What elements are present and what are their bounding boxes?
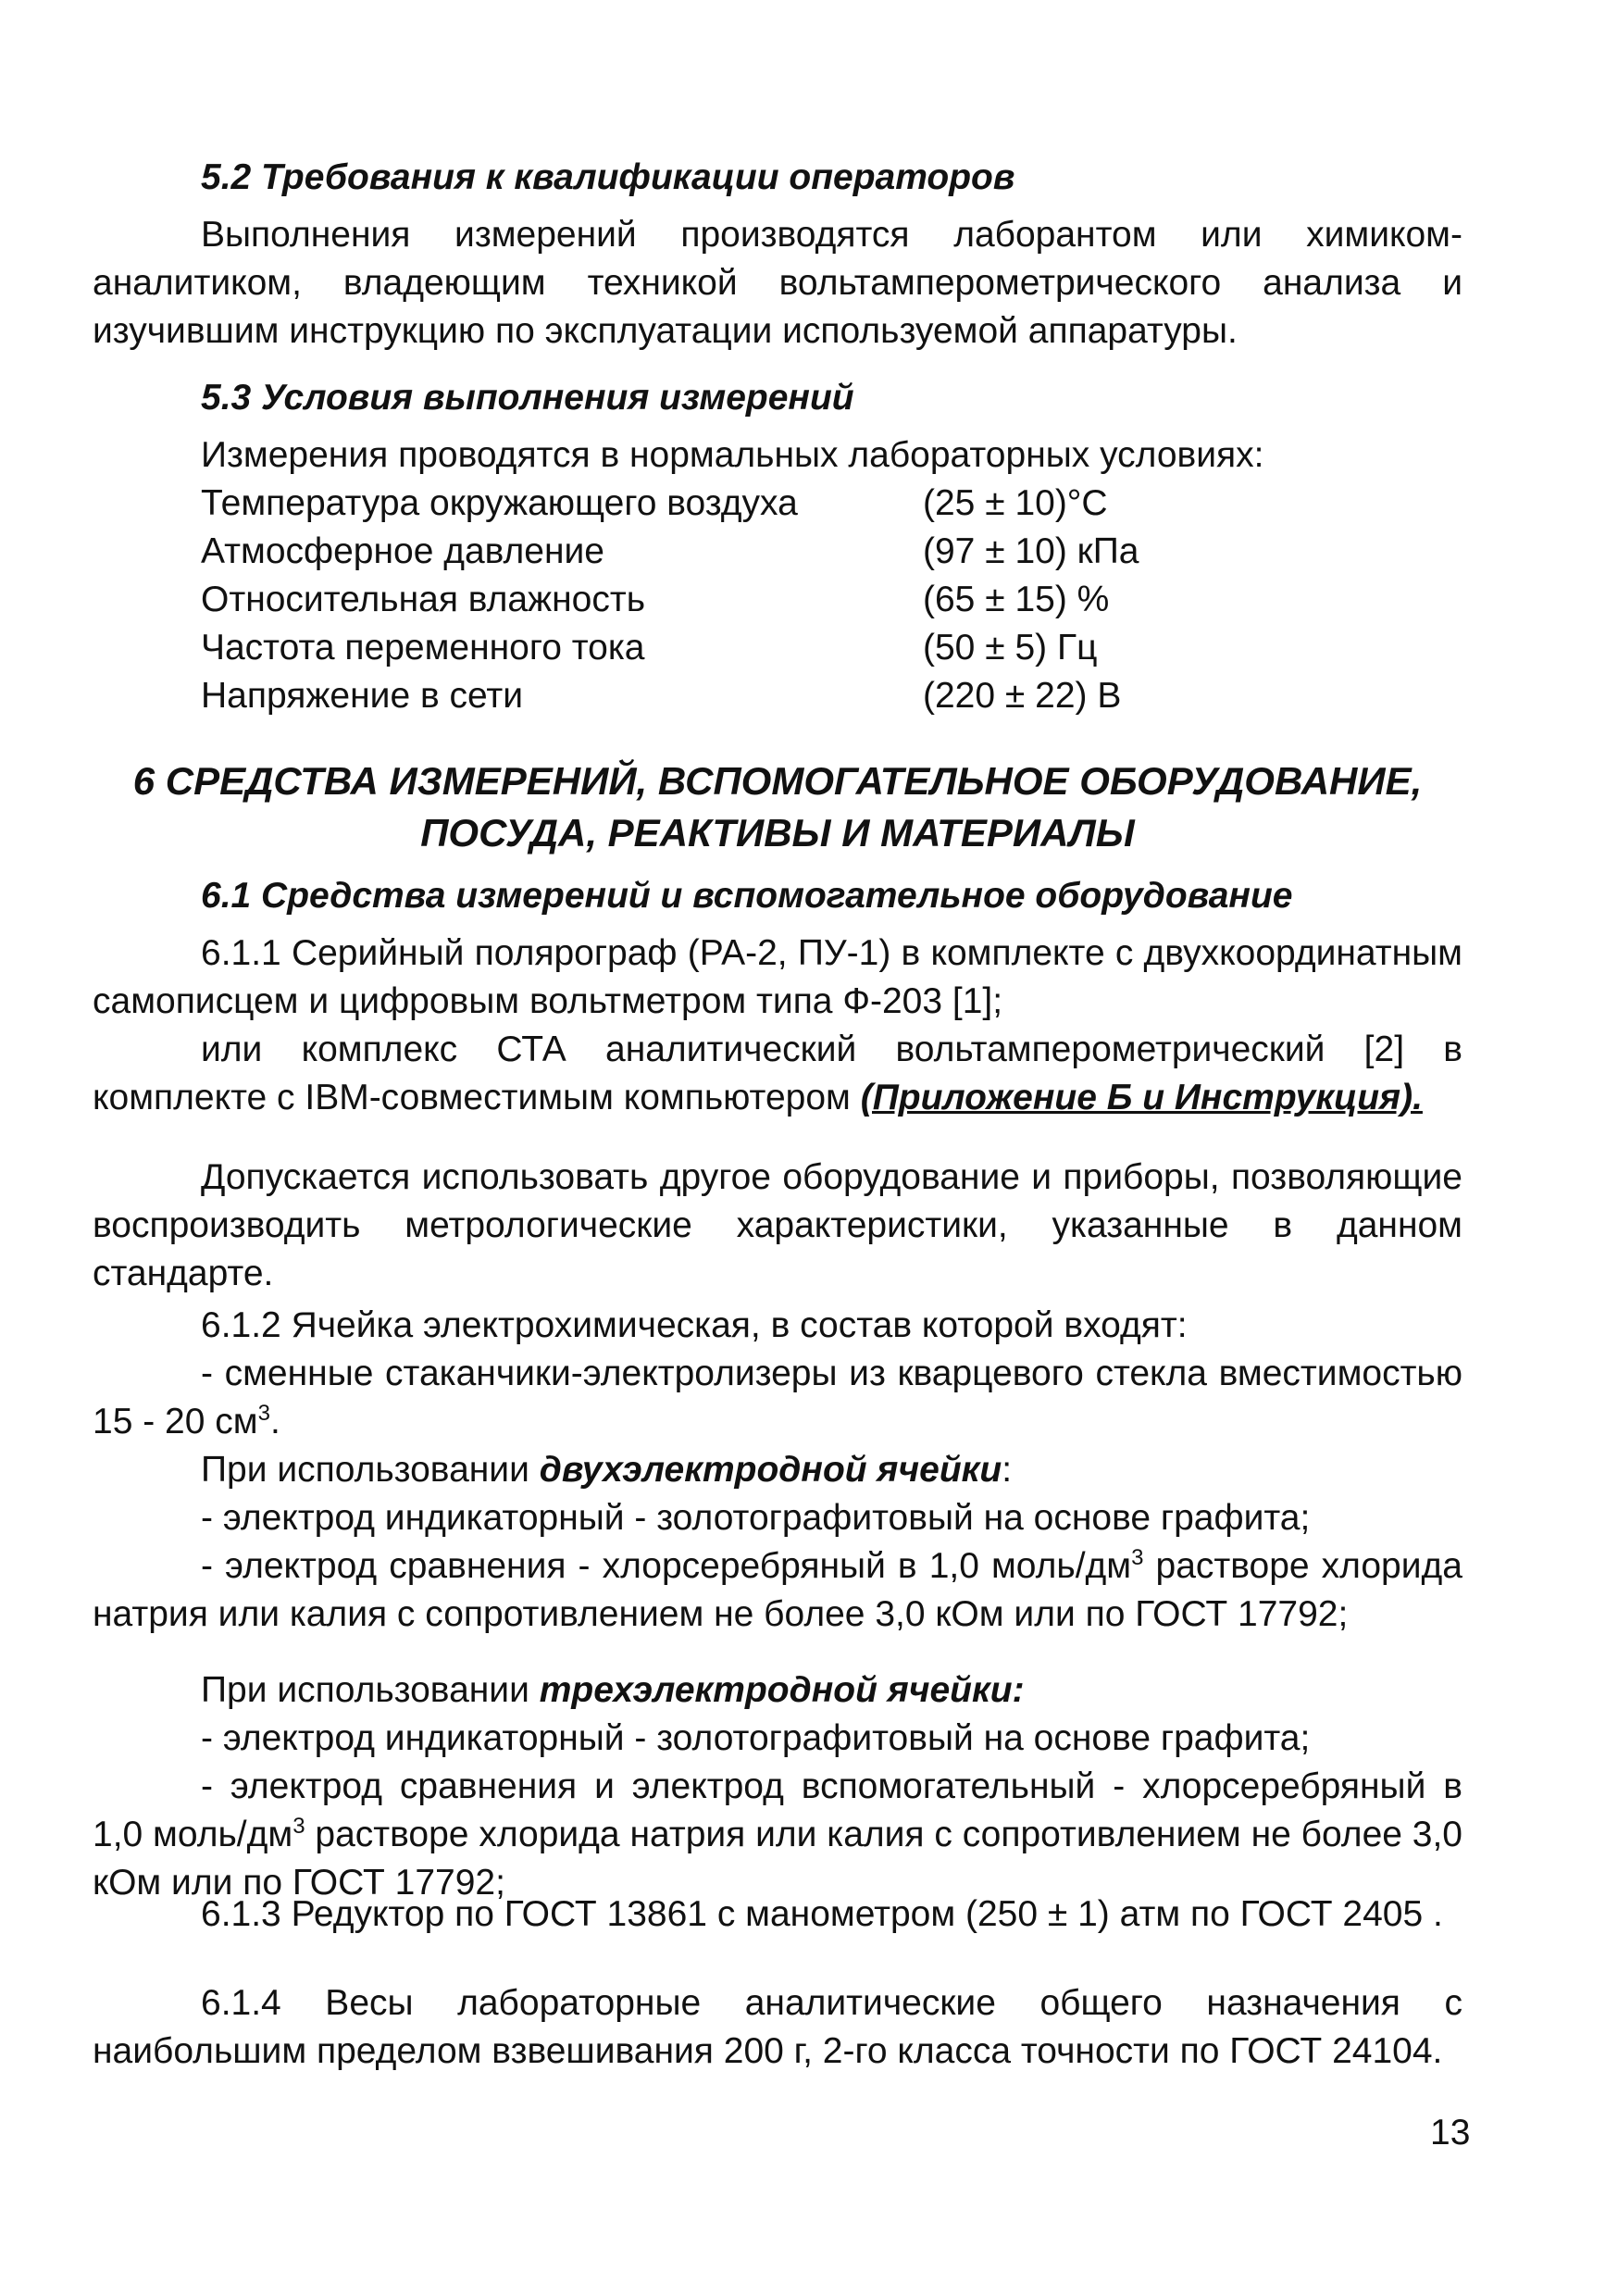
condition-name: Относительная влажность — [201, 580, 646, 619]
page-number: 13 — [1430, 2113, 1471, 2152]
section-5-3-title: 5.3 Условия выполнения измерений — [201, 378, 854, 418]
section-5-2-text: Выполнения измерений производятся лаборантом или химиком-аналитиком, владеющим техникой вольтамперометрического анализа и изучившим инструкцию по эксплуатации используемой аппаратуры. — [93, 215, 1462, 351]
condition-value: (97 ± 10) кПа — [923, 531, 1139, 571]
condition-row — [201, 528, 1404, 576]
section-5-2-title: 5.2 Требования к квалификации операторов — [201, 157, 1015, 197]
condition-row — [201, 576, 1404, 624]
condition-name: Частота переменного тока — [201, 628, 645, 668]
alternative-text: или комплекс СТА аналитический вольтамперометрический [2] в комплекте с IBM-совместимым компьютером — [93, 1029, 1462, 1117]
condition-value: (65 ± 15) % — [923, 580, 1110, 619]
condition-value: (220 ± 22) В — [923, 676, 1122, 716]
two-electrode-intro: При использовании двухэлектродной ячейки: — [201, 1450, 1013, 1490]
paragraph-6-1-4: 6.1.4 Весы лабораторные аналитические общего назначения с наибольшим пределом взвешивания 200 г, 2-го класса точности по ГОСТ 24104. — [93, 1983, 1462, 2071]
condition-value: (50 ± 5) Гц — [923, 628, 1098, 668]
two-electrode-indicator: - электрод индикаторный - золотографитовый на основе графита; — [201, 1498, 1311, 1538]
paragraph-6-1-1-alternative — [93, 1026, 1462, 1122]
three-electrode-term: трехэлектродной ячейки: — [539, 1670, 1025, 1710]
section-6-1-title: 6.1 Средства измерений и вспомогательное оборудование — [201, 876, 1293, 916]
three-electrode-reference: - электрод сравнения и электрод вспомогательный - хлорсеребряный в 1,0 моль/$дм^3$ растворе хлорида натрия или калия с сопротивлением не более 3,0 кОм или по ГОСТ 17792; — [93, 1766, 1462, 1903]
three-electrode-indicator: - электрод индикаторный - золотографитовый на основе графита; — [201, 1718, 1311, 1758]
condition-name: Температура окружающего воздуха — [201, 483, 798, 523]
condition-name: Атмосферное давление — [201, 531, 604, 571]
chapter-6-heading-line1: 6 СРЕДСТВА ИЗМЕРЕНИЙ, ВСПОМОГАТЕЛЬНОЕ ОБОРУДОВАНИЕ, — [132, 759, 1423, 803]
condition-name: Напряжение в сети — [201, 676, 524, 716]
condition-row — [201, 672, 1404, 720]
paragraph-6-1-2: 6.1.2 Ячейка электрохимическая, в состав которой входят: — [201, 1305, 1188, 1345]
chapter-6-heading-line2: ПОСУДА, РЕАКТИВЫ И МАТЕРИАЛЫ — [420, 811, 1135, 855]
paragraph-6-1-3: 6.1.3 Редуктор по ГОСТ 13861 с манометром (250 ± 1) атм по ГОСТ 2405 . — [201, 1894, 1443, 1934]
paragraph-6-1-1-allowance: Допускается использовать другое оборудование и приборы, позволяющие воспроизводить метрологические характеристики, указанные в данном стандарте. — [93, 1157, 1462, 1293]
condition-value: (25 ± 10)°С — [923, 483, 1108, 523]
two-electrode-reference: - электрод сравнения - хлорсеребряный в 1,0 моль/$дм^3$ растворе хлорида натрия или калия с сопротивлением не более 3,0 кОм или по ГОСТ 17792; — [93, 1545, 1462, 1634]
conditions-intro: Измерения проводятся в нормальных лабораторных условиях: — [201, 435, 1264, 475]
appendix-link[interactable]: (Приложение Б и Инструкция). — [860, 1078, 1423, 1117]
condition-row — [201, 624, 1404, 672]
paragraph-6-1-1: 6.1.1 Серийный полярограф (РА-2, ПУ-1) в комплекте с двухкоординатным самописцем и цифровым вольтметром типа Ф-203 [1]; — [93, 933, 1462, 1021]
three-electrode-intro: При использовании трехэлектродной ячейки: — [201, 1670, 1025, 1710]
two-electrode-term: двухэлектродной ячейки — [539, 1450, 1002, 1490]
condition-row — [201, 480, 1404, 528]
cell-beakers-item: - сменные стаканчики-электролизеры из кварцевого стекла вместимостью 15 - 20 $см^3$. — [93, 1354, 1462, 1441]
